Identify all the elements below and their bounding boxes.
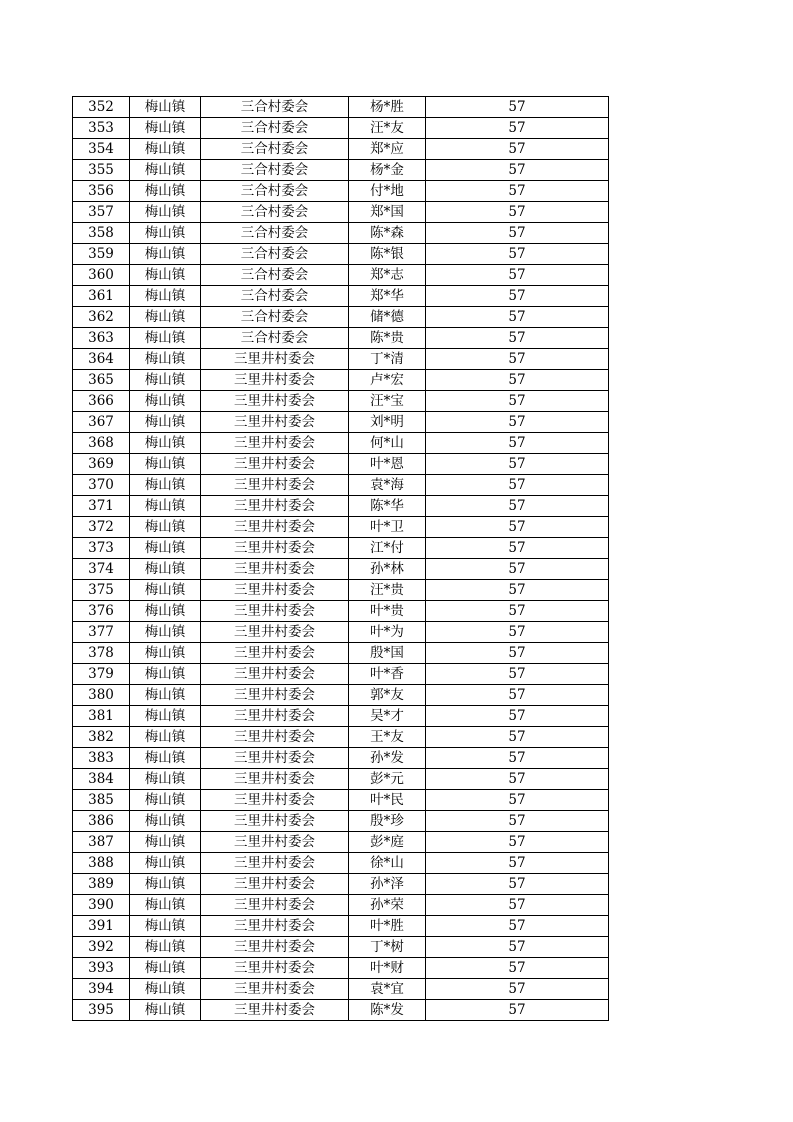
person-name-cell: 叶*恩 — [349, 454, 426, 475]
village-committee-cell: 三合村委会 — [201, 265, 349, 286]
town-cell: 梅山镇 — [130, 1000, 201, 1021]
town-cell: 梅山镇 — [130, 538, 201, 559]
town-cell: 梅山镇 — [130, 139, 201, 160]
person-name-cell: 叶*卫 — [349, 517, 426, 538]
row-number-cell: 386 — [73, 811, 130, 832]
village-committee-cell: 三合村委会 — [201, 160, 349, 181]
row-number-cell: 380 — [73, 685, 130, 706]
amount-cell: 57 — [426, 328, 609, 349]
table-row — [73, 328, 609, 349]
amount-cell: 57 — [426, 748, 609, 769]
row-number-cell: 375 — [73, 580, 130, 601]
town-cell: 梅山镇 — [130, 727, 201, 748]
table-row — [73, 223, 609, 244]
town-cell: 梅山镇 — [130, 832, 201, 853]
town-cell: 梅山镇 — [130, 790, 201, 811]
table-row — [73, 664, 609, 685]
person-name-cell: 郑*华 — [349, 286, 426, 307]
row-number-cell: 379 — [73, 664, 130, 685]
town-cell: 梅山镇 — [130, 664, 201, 685]
table-row — [73, 97, 609, 118]
amount-cell: 57 — [426, 286, 609, 307]
amount-cell: 57 — [426, 601, 609, 622]
village-committee-cell: 三合村委会 — [201, 118, 349, 139]
person-name-cell: 叶*胜 — [349, 916, 426, 937]
amount-cell: 57 — [426, 706, 609, 727]
table-row — [73, 118, 609, 139]
town-cell: 梅山镇 — [130, 853, 201, 874]
table-row — [73, 727, 609, 748]
village-committee-cell: 三里井村委会 — [201, 853, 349, 874]
amount-cell: 57 — [426, 202, 609, 223]
person-name-cell: 叶*香 — [349, 664, 426, 685]
table-row — [73, 622, 609, 643]
person-name-cell: 王*友 — [349, 727, 426, 748]
amount-cell: 57 — [426, 979, 609, 1000]
town-cell: 梅山镇 — [130, 685, 201, 706]
row-number-cell: 355 — [73, 160, 130, 181]
amount-cell: 57 — [426, 412, 609, 433]
amount-cell: 57 — [426, 475, 609, 496]
town-cell: 梅山镇 — [130, 391, 201, 412]
person-name-cell: 孙*荣 — [349, 895, 426, 916]
village-committee-cell: 三里井村委会 — [201, 433, 349, 454]
row-number-cell: 389 — [73, 874, 130, 895]
table-body — [73, 97, 609, 1021]
person-name-cell: 汪*贵 — [349, 580, 426, 601]
row-number-cell: 353 — [73, 118, 130, 139]
amount-cell: 57 — [426, 958, 609, 979]
village-committee-cell: 三里井村委会 — [201, 685, 349, 706]
person-name-cell: 丁*树 — [349, 937, 426, 958]
town-cell: 梅山镇 — [130, 622, 201, 643]
table-row — [73, 874, 609, 895]
town-cell: 梅山镇 — [130, 706, 201, 727]
table-row — [73, 139, 609, 160]
village-committee-cell: 三里井村委会 — [201, 832, 349, 853]
row-number-cell: 385 — [73, 790, 130, 811]
table-row — [73, 244, 609, 265]
person-name-cell: 徐*山 — [349, 853, 426, 874]
person-name-cell: 孙*发 — [349, 748, 426, 769]
town-cell: 梅山镇 — [130, 643, 201, 664]
village-committee-cell: 三里井村委会 — [201, 748, 349, 769]
village-committee-cell: 三里井村委会 — [201, 475, 349, 496]
village-committee-cell: 三里井村委会 — [201, 979, 349, 1000]
amount-cell: 57 — [426, 349, 609, 370]
village-committee-cell: 三里井村委会 — [201, 874, 349, 895]
table-row — [73, 895, 609, 916]
amount-cell: 57 — [426, 265, 609, 286]
amount-cell: 57 — [426, 496, 609, 517]
row-number-cell: 372 — [73, 517, 130, 538]
person-name-cell: 吴*才 — [349, 706, 426, 727]
amount-cell: 57 — [426, 370, 609, 391]
row-number-cell: 390 — [73, 895, 130, 916]
row-number-cell: 367 — [73, 412, 130, 433]
amount-cell: 57 — [426, 454, 609, 475]
amount-cell: 57 — [426, 391, 609, 412]
village-committee-cell: 三里井村委会 — [201, 454, 349, 475]
row-number-cell: 357 — [73, 202, 130, 223]
table-row — [73, 370, 609, 391]
village-committee-cell: 三里井村委会 — [201, 517, 349, 538]
amount-cell: 57 — [426, 853, 609, 874]
amount-cell: 57 — [426, 160, 609, 181]
person-name-cell: 卢*宏 — [349, 370, 426, 391]
table-row — [73, 748, 609, 769]
town-cell: 梅山镇 — [130, 454, 201, 475]
town-cell: 梅山镇 — [130, 349, 201, 370]
town-cell: 梅山镇 — [130, 958, 201, 979]
row-number-cell: 382 — [73, 727, 130, 748]
table-row — [73, 706, 609, 727]
town-cell: 梅山镇 — [130, 559, 201, 580]
row-number-cell: 377 — [73, 622, 130, 643]
row-number-cell: 388 — [73, 853, 130, 874]
village-committee-cell: 三里井村委会 — [201, 811, 349, 832]
village-committee-cell: 三里井村委会 — [201, 643, 349, 664]
table-row — [73, 580, 609, 601]
row-number-cell: 364 — [73, 349, 130, 370]
table-row — [73, 790, 609, 811]
amount-cell: 57 — [426, 643, 609, 664]
table-row — [73, 916, 609, 937]
village-committee-cell: 三合村委会 — [201, 223, 349, 244]
village-committee-cell: 三里井村委会 — [201, 916, 349, 937]
row-number-cell: 352 — [73, 97, 130, 118]
amount-cell: 57 — [426, 118, 609, 139]
town-cell: 梅山镇 — [130, 979, 201, 1000]
table-row — [73, 811, 609, 832]
person-name-cell: 陈*银 — [349, 244, 426, 265]
village-committee-cell: 三里井村委会 — [201, 559, 349, 580]
person-name-cell: 何*山 — [349, 433, 426, 454]
row-number-cell: 384 — [73, 769, 130, 790]
person-name-cell: 江*付 — [349, 538, 426, 559]
person-name-cell: 殷*珍 — [349, 811, 426, 832]
town-cell: 梅山镇 — [130, 370, 201, 391]
person-name-cell: 杨*胜 — [349, 97, 426, 118]
row-number-cell: 366 — [73, 391, 130, 412]
table-row — [73, 979, 609, 1000]
village-committee-cell: 三合村委会 — [201, 202, 349, 223]
village-committee-cell: 三合村委会 — [201, 181, 349, 202]
town-cell: 梅山镇 — [130, 118, 201, 139]
row-number-cell: 365 — [73, 370, 130, 391]
table-row — [73, 1000, 609, 1021]
table-row — [73, 643, 609, 664]
village-committee-cell: 三里井村委会 — [201, 937, 349, 958]
table-row — [73, 202, 609, 223]
person-name-cell: 叶*为 — [349, 622, 426, 643]
row-number-cell: 376 — [73, 601, 130, 622]
town-cell: 梅山镇 — [130, 328, 201, 349]
amount-cell: 57 — [426, 307, 609, 328]
table-row — [73, 937, 609, 958]
amount-cell: 57 — [426, 223, 609, 244]
amount-cell: 57 — [426, 769, 609, 790]
amount-cell: 57 — [426, 538, 609, 559]
table-row — [73, 769, 609, 790]
amount-cell: 57 — [426, 517, 609, 538]
town-cell: 梅山镇 — [130, 286, 201, 307]
table-row — [73, 454, 609, 475]
village-committee-cell: 三里井村委会 — [201, 1000, 349, 1021]
village-committee-cell: 三里井村委会 — [201, 580, 349, 601]
amount-cell: 57 — [426, 895, 609, 916]
row-number-cell: 381 — [73, 706, 130, 727]
village-committee-cell: 三里井村委会 — [201, 622, 349, 643]
person-name-cell: 陈*森 — [349, 223, 426, 244]
table-row — [73, 685, 609, 706]
row-number-cell: 391 — [73, 916, 130, 937]
village-committee-cell: 三里井村委会 — [201, 727, 349, 748]
person-name-cell: 陈*贵 — [349, 328, 426, 349]
row-number-cell: 370 — [73, 475, 130, 496]
village-committee-cell: 三合村委会 — [201, 244, 349, 265]
table-row — [73, 496, 609, 517]
town-cell: 梅山镇 — [130, 874, 201, 895]
village-committee-cell: 三里井村委会 — [201, 349, 349, 370]
village-committee-cell: 三里井村委会 — [201, 601, 349, 622]
row-number-cell: 354 — [73, 139, 130, 160]
town-cell: 梅山镇 — [130, 475, 201, 496]
amount-cell: 57 — [426, 622, 609, 643]
town-cell: 梅山镇 — [130, 181, 201, 202]
person-name-cell: 袁*海 — [349, 475, 426, 496]
town-cell: 梅山镇 — [130, 517, 201, 538]
table-row — [73, 853, 609, 874]
table-row — [73, 538, 609, 559]
table-row — [73, 958, 609, 979]
table-row — [73, 601, 609, 622]
row-number-cell: 358 — [73, 223, 130, 244]
amount-cell: 57 — [426, 874, 609, 895]
town-cell: 梅山镇 — [130, 160, 201, 181]
town-cell: 梅山镇 — [130, 811, 201, 832]
table-row — [73, 286, 609, 307]
village-committee-cell: 三里井村委会 — [201, 958, 349, 979]
town-cell: 梅山镇 — [130, 496, 201, 517]
town-cell: 梅山镇 — [130, 97, 201, 118]
village-committee-cell: 三合村委会 — [201, 328, 349, 349]
amount-cell: 57 — [426, 685, 609, 706]
row-number-cell: 378 — [73, 643, 130, 664]
town-cell: 梅山镇 — [130, 601, 201, 622]
person-name-cell: 丁*清 — [349, 349, 426, 370]
amount-cell: 57 — [426, 244, 609, 265]
person-name-cell: 叶*民 — [349, 790, 426, 811]
table-row — [73, 181, 609, 202]
row-number-cell: 356 — [73, 181, 130, 202]
person-name-cell: 彭*庭 — [349, 832, 426, 853]
person-name-cell: 陈*华 — [349, 496, 426, 517]
person-name-cell: 储*德 — [349, 307, 426, 328]
row-number-cell: 359 — [73, 244, 130, 265]
town-cell: 梅山镇 — [130, 223, 201, 244]
town-cell: 梅山镇 — [130, 202, 201, 223]
table-row — [73, 160, 609, 181]
village-committee-cell: 三里井村委会 — [201, 664, 349, 685]
table-row — [73, 832, 609, 853]
village-committee-cell: 三里井村委会 — [201, 769, 349, 790]
amount-cell: 57 — [426, 139, 609, 160]
amount-cell: 57 — [426, 580, 609, 601]
person-name-cell: 叶*贵 — [349, 601, 426, 622]
table-row — [73, 412, 609, 433]
town-cell: 梅山镇 — [130, 748, 201, 769]
row-number-cell: 373 — [73, 538, 130, 559]
village-committee-cell: 三合村委会 — [201, 286, 349, 307]
village-committee-cell: 三里井村委会 — [201, 412, 349, 433]
subsidy-table — [72, 96, 609, 1021]
person-name-cell: 袁*宜 — [349, 979, 426, 1000]
amount-cell: 57 — [426, 559, 609, 580]
row-number-cell: 371 — [73, 496, 130, 517]
town-cell: 梅山镇 — [130, 916, 201, 937]
amount-cell: 57 — [426, 1000, 609, 1021]
row-number-cell: 387 — [73, 832, 130, 853]
row-number-cell: 368 — [73, 433, 130, 454]
table-row — [73, 517, 609, 538]
person-name-cell: 汪*友 — [349, 118, 426, 139]
village-committee-cell: 三合村委会 — [201, 97, 349, 118]
town-cell: 梅山镇 — [130, 895, 201, 916]
person-name-cell: 郑*应 — [349, 139, 426, 160]
amount-cell: 57 — [426, 727, 609, 748]
amount-cell: 57 — [426, 811, 609, 832]
row-number-cell: 383 — [73, 748, 130, 769]
amount-cell: 57 — [426, 97, 609, 118]
table-row — [73, 559, 609, 580]
amount-cell: 57 — [426, 832, 609, 853]
person-name-cell: 孙*林 — [349, 559, 426, 580]
row-number-cell: 362 — [73, 307, 130, 328]
town-cell: 梅山镇 — [130, 244, 201, 265]
row-number-cell: 393 — [73, 958, 130, 979]
town-cell: 梅山镇 — [130, 433, 201, 454]
row-number-cell: 392 — [73, 937, 130, 958]
town-cell: 梅山镇 — [130, 265, 201, 286]
table-row — [73, 391, 609, 412]
table-row — [73, 349, 609, 370]
village-committee-cell: 三里井村委会 — [201, 370, 349, 391]
row-number-cell: 361 — [73, 286, 130, 307]
row-number-cell: 395 — [73, 1000, 130, 1021]
row-number-cell: 360 — [73, 265, 130, 286]
town-cell: 梅山镇 — [130, 412, 201, 433]
village-committee-cell: 三里井村委会 — [201, 895, 349, 916]
amount-cell: 57 — [426, 916, 609, 937]
amount-cell: 57 — [426, 937, 609, 958]
table-row — [73, 265, 609, 286]
person-name-cell: 郑*国 — [349, 202, 426, 223]
table-row — [73, 475, 609, 496]
person-name-cell: 付*地 — [349, 181, 426, 202]
person-name-cell: 叶*财 — [349, 958, 426, 979]
town-cell: 梅山镇 — [130, 769, 201, 790]
village-committee-cell: 三里井村委会 — [201, 496, 349, 517]
person-name-cell: 殷*国 — [349, 643, 426, 664]
row-number-cell: 369 — [73, 454, 130, 475]
person-name-cell: 郑*志 — [349, 265, 426, 286]
person-name-cell: 彭*元 — [349, 769, 426, 790]
table-row — [73, 307, 609, 328]
village-committee-cell: 三里井村委会 — [201, 706, 349, 727]
person-name-cell: 杨*金 — [349, 160, 426, 181]
person-name-cell: 陈*发 — [349, 1000, 426, 1021]
person-name-cell: 汪*宝 — [349, 391, 426, 412]
amount-cell: 57 — [426, 181, 609, 202]
amount-cell: 57 — [426, 790, 609, 811]
amount-cell: 57 — [426, 433, 609, 454]
row-number-cell: 374 — [73, 559, 130, 580]
village-committee-cell: 三合村委会 — [201, 139, 349, 160]
person-name-cell: 刘*明 — [349, 412, 426, 433]
table-row — [73, 433, 609, 454]
amount-cell: 57 — [426, 664, 609, 685]
row-number-cell: 394 — [73, 979, 130, 1000]
village-committee-cell: 三里井村委会 — [201, 538, 349, 559]
town-cell: 梅山镇 — [130, 307, 201, 328]
village-committee-cell: 三合村委会 — [201, 307, 349, 328]
person-name-cell: 孙*泽 — [349, 874, 426, 895]
person-name-cell: 郭*友 — [349, 685, 426, 706]
row-number-cell: 363 — [73, 328, 130, 349]
village-committee-cell: 三里井村委会 — [201, 790, 349, 811]
village-committee-cell: 三里井村委会 — [201, 391, 349, 412]
town-cell: 梅山镇 — [130, 580, 201, 601]
town-cell: 梅山镇 — [130, 937, 201, 958]
